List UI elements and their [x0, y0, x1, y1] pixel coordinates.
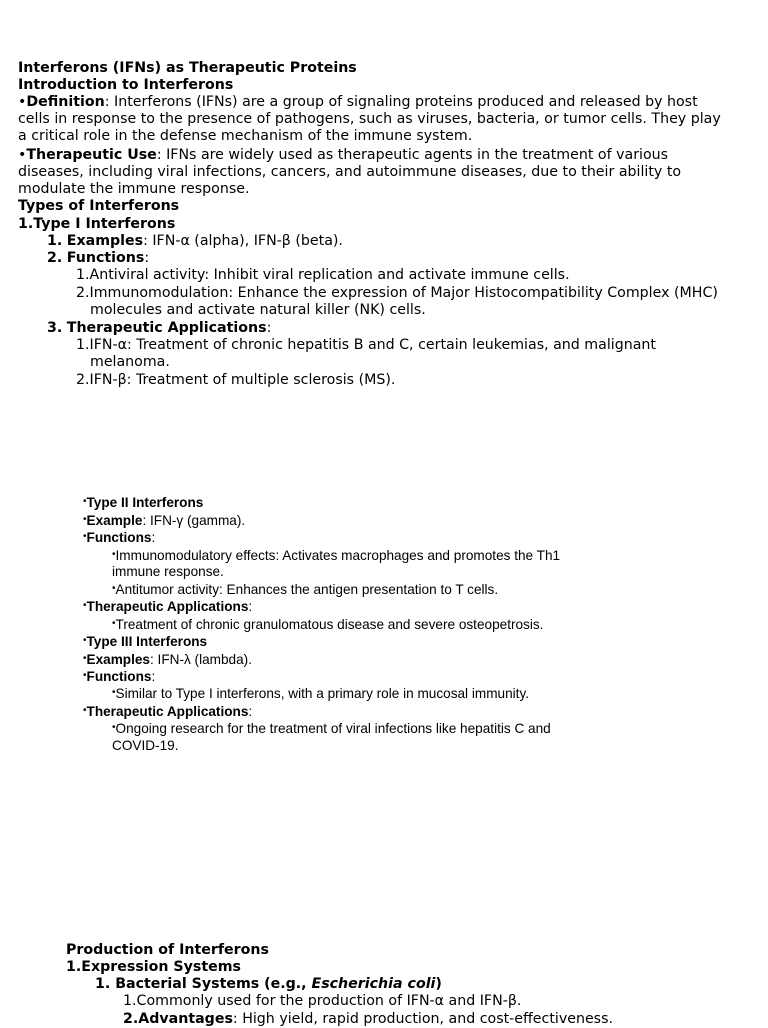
- bullet: •: [112, 722, 116, 733]
- therapeutic-use-line-1: [18, 147, 668, 164]
- bullet: •: [83, 635, 87, 646]
- function-text: Similar to Type I interferons, with a primary role in mucosal immunity.: [115, 686, 530, 701]
- bullet: •: [83, 496, 87, 507]
- type3-application-1-cont: COVID-19.: [112, 738, 179, 753]
- applications-label: Therapeutic Applications: [86, 704, 249, 719]
- therapeutic-use-line-3: modulate the immune response.: [18, 181, 250, 197]
- colon: :: [144, 250, 150, 266]
- type3-examples: [83, 650, 252, 668]
- type2-applications: [83, 597, 252, 615]
- type2-functions: [83, 528, 155, 546]
- bullet: •: [83, 705, 87, 716]
- type2-label: Type II Interferons: [86, 495, 204, 510]
- paren-close: ): [435, 976, 442, 992]
- type3-label: Type III Interferons: [86, 634, 208, 649]
- colon: :: [151, 530, 156, 545]
- therapeutic-use-text: : IFNs are widely used as therapeutic agents in the treatment of various: [156, 147, 669, 163]
- list-number: 2.: [123, 1011, 139, 1027]
- production-heading: Production of Interferons: [66, 942, 269, 958]
- therapeutic-use-line-2: diseases, including viral infections, cancers, and autoimmune diseases, due to their ability to: [18, 164, 682, 180]
- bullet: •: [18, 94, 27, 110]
- list-number: 3.: [47, 320, 63, 336]
- organism-name: Escherichia coli: [311, 976, 436, 992]
- type3-heading: [83, 632, 207, 650]
- function-item-2: 2.Immunomodulation: Enhance the expression of Major Histocompatibility Complex (MHC): [76, 285, 718, 301]
- examples-text: : IFN-λ (lambda).: [150, 652, 252, 667]
- expression-systems-heading: 1.Expression Systems: [66, 959, 241, 975]
- type2-function-1: [112, 546, 560, 564]
- type1-heading: 1.Type I Interferons: [18, 216, 176, 232]
- bacterial-item-1: 1.Commonly used for the production of IFN-α and IFN-β.: [123, 993, 522, 1009]
- type1-applications: [47, 320, 271, 337]
- functions-label: Functions: [86, 530, 152, 545]
- example-text: : IFN-γ (gamma).: [142, 513, 246, 528]
- colon: :: [266, 320, 272, 336]
- functions-label: Functions: [86, 669, 152, 684]
- therapeutic-use-label: Therapeutic Use: [26, 147, 157, 163]
- list-number: 1.: [95, 976, 111, 992]
- bullet: •: [18, 147, 27, 163]
- type1-functions: [47, 250, 149, 267]
- list-number: 1.: [47, 233, 63, 249]
- function-item-2-cont: molecules and activate natural killer (NK) cells.: [90, 302, 426, 318]
- function-item-1: 1.Antiviral activity: Inhibit viral replication and activate immune cells.: [76, 267, 570, 283]
- bacterial-item-2: [123, 1011, 613, 1028]
- bullet: •: [112, 618, 116, 629]
- intro-heading: Introduction to Interferons: [18, 77, 234, 93]
- application-item-1: 1.IFN-α: Treatment of chronic hepatitis B and C, certain leukemias, and malignant: [76, 337, 656, 353]
- bullet: •: [112, 687, 116, 698]
- bullet: •: [112, 583, 116, 594]
- applications-label: Therapeutic Applications: [66, 320, 267, 336]
- functions-label: Functions: [66, 250, 145, 266]
- examples-label: Examples: [86, 652, 150, 667]
- bullet: •: [83, 600, 87, 611]
- colon: :: [248, 599, 253, 614]
- type2-heading: [83, 493, 203, 511]
- definition-line-1: [18, 94, 698, 111]
- type2-application-1: [112, 615, 543, 633]
- definition-line-3: a critical role in the defense mechanism of the immune system.: [18, 128, 473, 144]
- bullet: •: [83, 653, 87, 664]
- bullet: •: [83, 514, 87, 525]
- type3-functions: [83, 667, 155, 685]
- applications-label: Therapeutic Applications: [86, 599, 249, 614]
- bacterial-systems-heading: [95, 976, 442, 993]
- definition-text: : Interferons (IFNs) are a group of signaling proteins produced and released by host: [104, 94, 698, 110]
- application-text: Treatment of chronic granulomatous disease and severe osteopetrosis.: [115, 617, 544, 632]
- application-item-2: 2.IFN-β: Treatment of multiple sclerosis (MS).: [76, 372, 396, 388]
- type2-example: [83, 511, 245, 529]
- type3-applications: [83, 702, 252, 720]
- function-text: Antitumor activity: Enhances the antigen presentation to T cells.: [115, 582, 499, 597]
- advantages-text: : High yield, rapid production, and cost-effectiveness.: [232, 1011, 613, 1027]
- function-text: Immunomodulatory effects: Activates macrophages and promotes the Th1: [115, 548, 561, 563]
- colon: :: [248, 704, 253, 719]
- type2-function-2: [112, 580, 498, 598]
- bacterial-label: Bacterial Systems (e.g.,: [115, 976, 312, 992]
- type2-function-1-cont: immune response.: [112, 564, 224, 579]
- examples-label: Examples: [66, 233, 144, 249]
- application-item-1-cont: melanoma.: [90, 354, 170, 370]
- type3-application-1: [112, 719, 551, 737]
- bullet: •: [83, 531, 87, 542]
- bullet: •: [112, 549, 116, 560]
- bullet: •: [83, 670, 87, 681]
- colon: :: [151, 669, 156, 684]
- type1-examples: [47, 233, 343, 250]
- types-heading: Types of Interferons: [18, 198, 180, 214]
- examples-text: : IFN-α (alpha), IFN-β (beta).: [143, 233, 343, 249]
- definition-line-2: cells in response to the presence of pathogens, such as viruses, bacteria, or tumor cells. They play: [18, 111, 721, 127]
- example-label: Example: [86, 513, 143, 528]
- advantages-label: Advantages: [138, 1011, 233, 1027]
- document-title: Interferons (IFNs) as Therapeutic Proteins: [18, 60, 357, 76]
- list-number: 2.: [47, 250, 63, 266]
- application-text: Ongoing research for the treatment of viral infections like hepatitis C and: [115, 721, 551, 736]
- type3-function-1: [112, 684, 529, 702]
- definition-label: Definition: [26, 94, 105, 110]
